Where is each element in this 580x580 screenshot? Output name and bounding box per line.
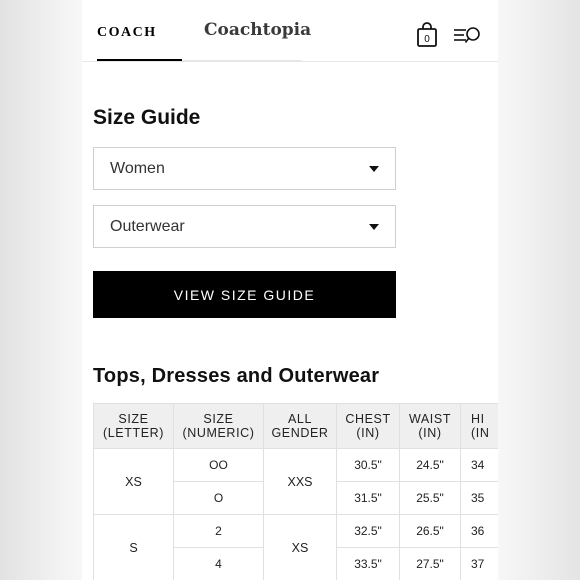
header-size-letter: SIZE (LETTER) [94, 404, 174, 449]
chest-cell: 32.5" [337, 515, 400, 548]
header-waist: WAIST (IN) [400, 404, 461, 449]
header-size-numeric: SIZE (NUMERIC) [174, 404, 264, 449]
chest-cell: 30.5" [337, 449, 400, 482]
table-row [94, 515, 499, 548]
bag-count: 0 [424, 34, 430, 45]
table-row [94, 449, 499, 482]
all-gender-cell: XXS [264, 449, 337, 515]
site-header [82, 0, 498, 62]
category-select-value: Outerwear [110, 218, 185, 235]
hip-cell: 36 [461, 515, 499, 548]
shopping-bag-icon[interactable] [416, 22, 438, 48]
waist-cell: 24.5" [400, 449, 461, 482]
hip-cell: 34 [461, 449, 499, 482]
waist-cell: 25.5" [400, 482, 461, 515]
tab-divider [182, 60, 302, 61]
chest-cell: 33.5" [337, 548, 400, 580]
size-numeric-cell: 2 [174, 515, 264, 548]
section-title: Tops, Dresses and Outerwear [93, 365, 380, 387]
tab-coach[interactable] [97, 24, 182, 61]
size-letter-cell: XS [94, 449, 174, 515]
mobile-page [82, 0, 498, 580]
hip-cell: 37 [461, 548, 499, 580]
chevron-down-icon [369, 166, 379, 172]
page-title: Size Guide [93, 106, 201, 129]
gender-select[interactable] [93, 147, 396, 190]
header-hip: HI (IN [461, 404, 499, 449]
all-gender-cell: XS [264, 515, 337, 580]
header-all-gender: ALL GENDER [264, 404, 337, 449]
view-size-guide-button[interactable]: VIEW SIZE GUIDE [93, 271, 396, 318]
table-header-row [94, 404, 499, 449]
hip-cell: 35 [461, 482, 499, 515]
waist-cell: 27.5" [400, 548, 461, 580]
size-table [93, 403, 498, 580]
menu-search-icon[interactable] [452, 24, 482, 46]
size-numeric-cell: 4 [174, 548, 264, 580]
size-letter-cell: S [94, 515, 174, 580]
size-numeric-cell: O [174, 482, 264, 515]
chevron-down-icon [369, 224, 379, 230]
coach-logo[interactable]: COACH [97, 25, 157, 40]
chest-cell: 31.5" [337, 482, 400, 515]
waist-cell: 26.5" [400, 515, 461, 548]
size-numeric-cell: OO [174, 449, 264, 482]
category-select[interactable] [93, 205, 396, 248]
coachtopia-logo[interactable]: Coachtopia [204, 20, 312, 40]
gender-select-value: Women [110, 160, 165, 177]
header-chest: CHEST (IN) [337, 404, 400, 449]
